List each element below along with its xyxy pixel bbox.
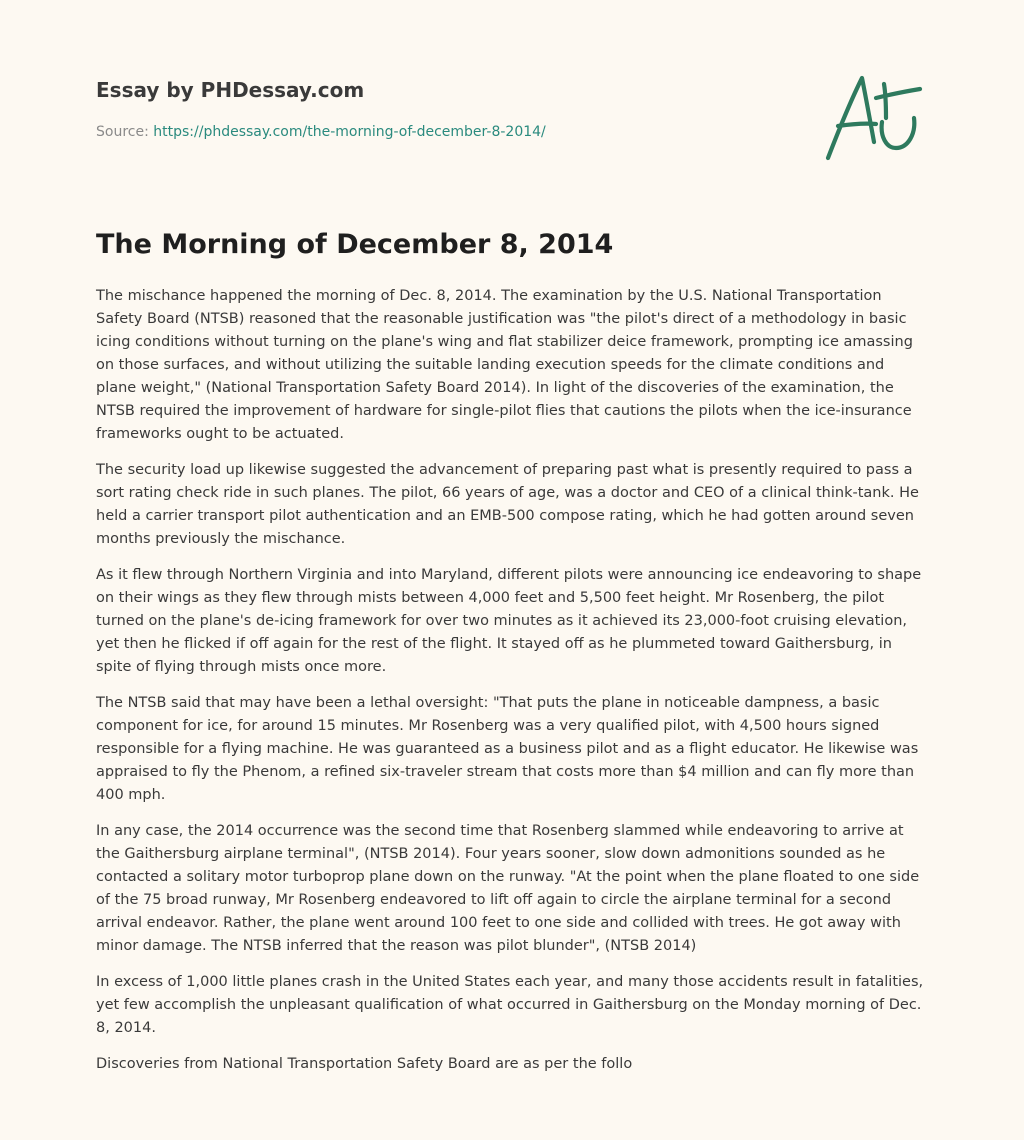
paragraph: Discoveries from National Transportation Safety Board are as per the follo [96,1056,633,1072]
a-plus-icon [824,68,928,164]
source-line [96,124,546,140]
paragraph: The NTSB said that may have been a lethal oversight: "That puts the plane in noticeable dampness, a basic component for ice, for around 15 minutes. Mr Rosenberg was a very qualified pilot, with 4,500 hours signed responsible for a flying machine. He was guaranteed as a business pilot and as a flight educator. He likewise was appraised to fly the Phenom, a refined six-traveler stream that costs more than $4 million and can fly more than 400 mph. [96,695,919,803]
paragraph: The mischance happened the morning of Dec. 8, 2014. The examination by the U.S. National Transportation Safety Board (NTSB) reasoned that the reasonable justification was "the pilot's direct of a methodology in basic icing conditions without turning on the plane's wing and flat stabilizer deice framework, prompting ice amassing on those surfaces, and without utilizing the suitable landing execution speeds for the climate conditions and plane weight," (National Transportation Safety Board 2014). In light of the discoveries of the examination, the NTSB required the improvement of hardware for single-pilot flies that cautions the pilots when the ice-insurance frameworks ought to be actuated. [96,288,913,442]
paragraph: The security load up likewise suggested the advancement of preparing past what is presently required to pass a sort rating check ride in such planes. The pilot, 66 years of age, was a doctor and CEO of a clinical think-tank. He held a carrier transport pilot authentication and an EMB-500 compose rating, which he had gotten around seven months previously the mischance. [96,462,919,547]
paragraph: In any case, the 2014 occurrence was the second time that Rosenberg slammed while endeavoring to arrive at the Gaithersburg airplane terminal", (NTSB 2014). Four years sooner, slow down admonitions sounded as he contacted a solitary motor turboprop plane down on the runway. "At the point when the plane floated to one side of the 75 broad runway, Mr Rosenberg endeavored to lift off again to circle the airplane terminal for a second arrival endeavor. Rather, the plane went around 100 feet to one side and collided with trees. He got away with minor damage. The NTSB inferred that the reason was pilot blunder", (NTSB 2014) [96,823,920,954]
article [96,226,928,1089]
source-label: Source: [96,124,149,140]
page-header [96,74,928,184]
paragraph: As it flew through Northern Virginia and into Maryland, different pilots were announcing ice endeavoring to shape on their wings as they flew through mists between 4,000 feet and 5,500 feet height. Mr Rosenberg, the pilot turned on the plane's de-icing framework for over two minutes as it achieved its 23,000-foot cruising elevation, yet then he flicked if off again for the rest of the flight. It stayed off as he plummeted toward Gaithersburg, in spite of flying through mists once more. [96,567,922,675]
article-title: The Morning of December 8, 2014 [96,229,614,260]
site-title: Essay by PHDessay.com [96,78,365,102]
source-link[interactable]: https://phdessay.com/the-morning-of-december-8-2014/ [153,124,546,140]
paragraph: In excess of 1,000 little planes crash in the United States each year, and many those accidents result in fatalities, yet few accomplish the unpleasant qualification of what occurred in Gaithersburg on the Monday morning of Dec. 8, 2014. [96,974,924,1036]
